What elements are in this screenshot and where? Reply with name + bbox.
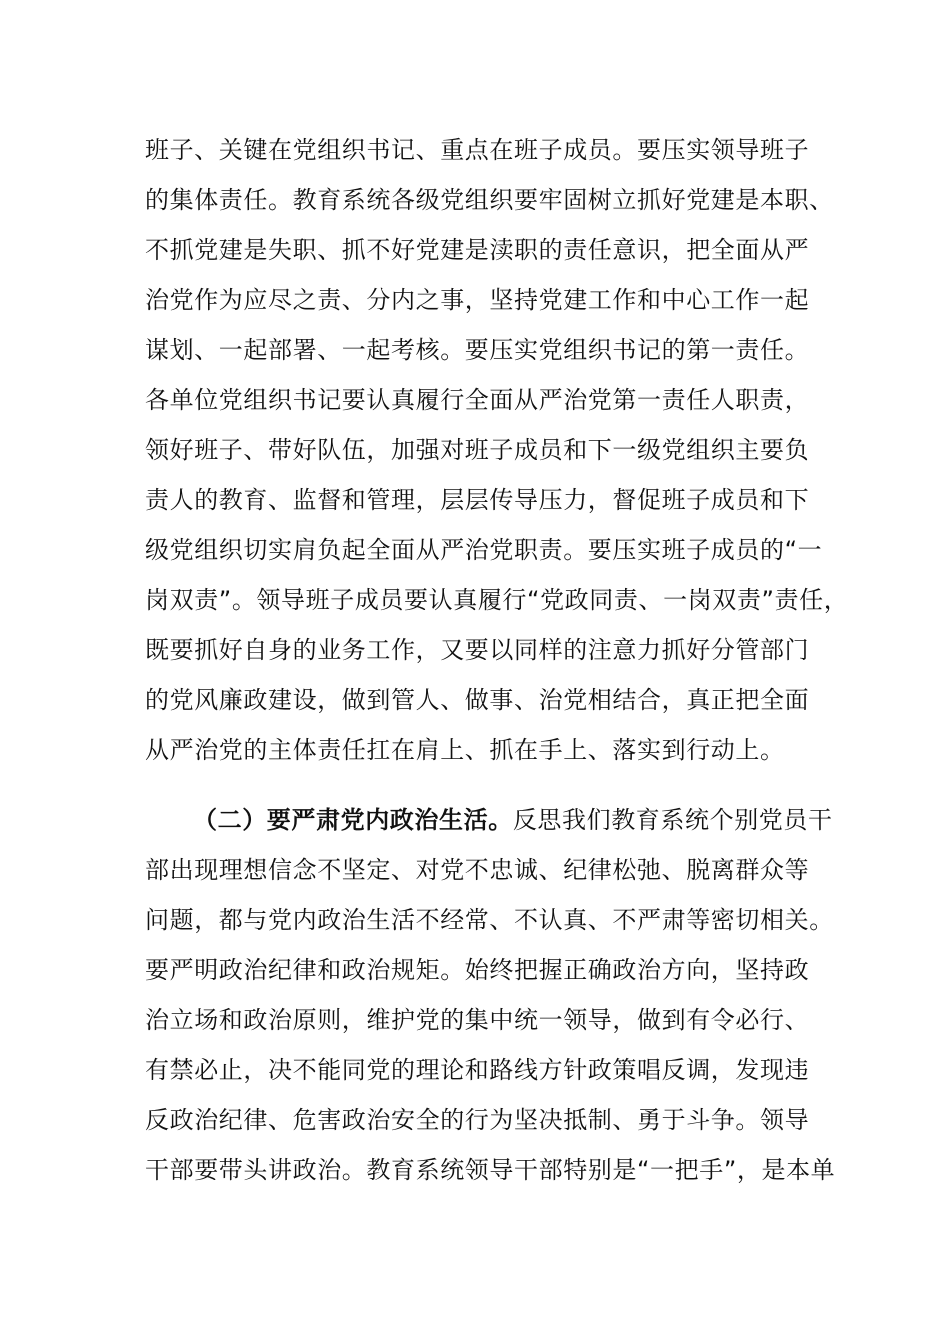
text-line: 部出现理想信念不坚定、对党不忠诚、纪律松弛、脱离群众等 bbox=[145, 856, 810, 884]
section-first-line bbox=[193, 800, 833, 840]
text-line: 治党作为应尽之责、分内之事，坚持党建工作和中心工作一起 bbox=[145, 286, 810, 314]
text-line: 反政治纪律、危害政治安全的行为坚决抵制、勇于斗争。领导 bbox=[145, 1106, 810, 1134]
text-line: 的集体责任。教育系统各级党组织要牢固树立抓好党建是本职、 bbox=[145, 186, 834, 214]
text-line: 不抓党建是失职、抓不好党建是渎职的责任意识，把全面从严 bbox=[145, 236, 810, 264]
text-line: 领好班子、带好队伍，加强对班子成员和下一级党组织主要负 bbox=[145, 436, 810, 464]
text-line: 要严明政治纪律和政治规矩。始终把握正确政治方向，坚持政 bbox=[145, 956, 810, 984]
text-line: 责人的教育、监督和管理，层层传导压力，督促班子成员和下 bbox=[145, 486, 810, 514]
section-heading: （二）要严肃党内政治生活。 bbox=[193, 806, 513, 834]
text-line: 班子、关键在党组织书记、重点在班子成员。要压实领导班子 bbox=[145, 136, 810, 164]
text-line: 治立场和政治原则，维护党的集中统一领导，做到有令必行、 bbox=[145, 1006, 810, 1034]
text-line: 岗双责”。领导班子成员要认真履行“党政同责、一岗双责”责任， bbox=[145, 586, 849, 614]
text-line: 既要抓好自身的业务工作，又要以同样的注意力抓好分管部门 bbox=[145, 636, 810, 664]
text-line: 级党组织切实肩负起全面从严治党职责。要压实班子成员的“一 bbox=[145, 536, 823, 564]
text-line: 问题，都与党内政治生活不经常、不认真、不严肃等密切相关。 bbox=[145, 906, 834, 934]
text-line: 的党风廉政建设，做到管人、做事、治党相结合，真正把全面 bbox=[145, 686, 810, 714]
text-line: 从严治党的主体责任扛在肩上、抓在手上、落实到行动上。 bbox=[145, 736, 785, 764]
text-line: 有禁必止，决不能同党的理论和路线方针政策唱反调，发现违 bbox=[145, 1056, 810, 1084]
text-line: 谋划、一起部署、一起考核。要压实党组织书记的第一责任。 bbox=[145, 336, 810, 364]
text-line: 各单位党组织书记要认真履行全面从严治党第一责任人职责， bbox=[145, 386, 810, 414]
text-line: 干部要带头讲政治。教育系统领导干部特别是“一把手”，是本单 bbox=[145, 1156, 836, 1184]
text-line-rest: 反思我们教育系统个别党员干 bbox=[512, 806, 833, 834]
